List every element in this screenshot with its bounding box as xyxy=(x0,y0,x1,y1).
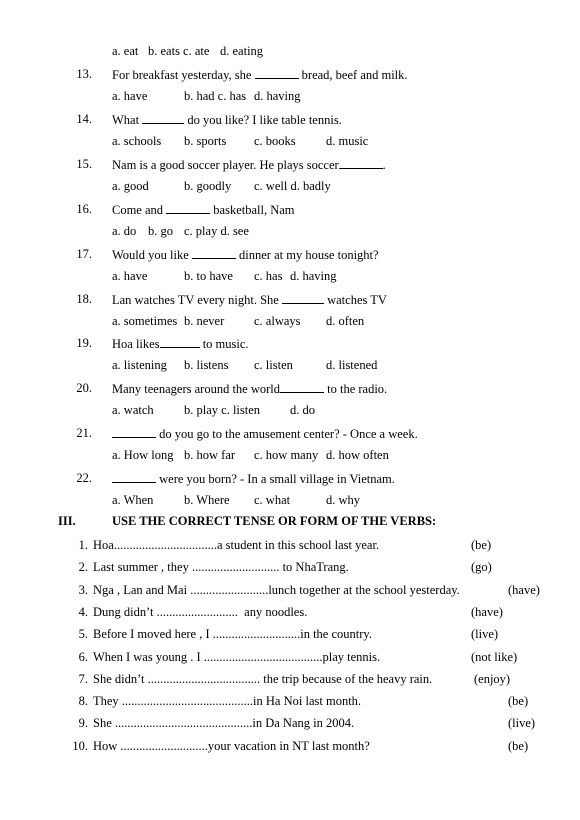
question-text xyxy=(112,202,295,218)
verb-item-sentence: She ............................................in Da Nang in 2004. xyxy=(93,716,355,730)
answer-option: c. listen xyxy=(254,358,293,372)
verb-hint: (be) xyxy=(471,538,492,552)
answer-option: b. sports xyxy=(184,134,227,148)
question-text-before-blank: Come and xyxy=(112,203,167,217)
question-text xyxy=(112,381,387,397)
question-number: 19. xyxy=(76,336,92,350)
answer-option: a. listening xyxy=(112,358,167,372)
answer-blank xyxy=(112,471,156,483)
verb-item-number: 4. xyxy=(78,605,88,619)
question-text-after-blank: do you go to the amusement center? - Once a week. xyxy=(156,427,418,441)
verb-item-number: 9. xyxy=(78,716,88,730)
verb-item-number: 5. xyxy=(78,627,88,641)
answer-option: a. sometimes xyxy=(112,314,178,328)
answer-option: d. how often xyxy=(326,448,389,462)
verb-item-sentence: Nga , Lan and Mai .........................lunch together at the school yesterday. xyxy=(93,583,460,597)
answer-option: d. often xyxy=(326,314,365,328)
question-text xyxy=(112,336,249,352)
question-text-before-blank: What xyxy=(112,113,143,127)
answer-option: d. listened xyxy=(326,358,378,372)
question-text-before-blank: For breakfast yesterday, she xyxy=(112,68,255,82)
question-number: 17. xyxy=(76,247,92,261)
answer-option: b. goodly xyxy=(184,179,232,193)
answer-blank xyxy=(339,157,383,169)
question-text xyxy=(112,157,386,173)
answer-blank xyxy=(255,67,299,79)
question-text-before-blank: Lan watches TV every night. She xyxy=(112,293,282,307)
verb-item-number: 6. xyxy=(78,650,88,664)
verb-item-number: 2. xyxy=(78,560,88,574)
answer-option: a. do xyxy=(112,224,137,238)
question-text-after-blank: to the radio. xyxy=(324,382,388,396)
verb-item-sentence: When I was young . I ......................................play tennis. xyxy=(93,650,381,664)
verb-item-sentence: They ..........................................in Ha Noi last month. xyxy=(93,694,362,708)
verb-item-sentence: Hoa.................................a student in this school last year. xyxy=(93,538,380,552)
answer-option: b. how far xyxy=(184,448,236,462)
verb-hint: (live) xyxy=(508,716,536,730)
verb-item-sentence: She didn’t .................................... the trip because of the heavy rain. xyxy=(93,672,433,686)
answer-option: d. having xyxy=(290,269,337,283)
section-number: III. xyxy=(58,514,76,528)
verb-hint: (be) xyxy=(508,739,529,753)
answer-option: b. had c. has xyxy=(184,89,247,103)
answer-option: d. do xyxy=(290,403,315,417)
answer-option: c. always xyxy=(254,314,301,328)
answer-blank xyxy=(166,202,210,214)
answer-option: b. listens xyxy=(184,358,229,372)
verb-item-number: 3. xyxy=(78,583,88,597)
answer-option: b. go xyxy=(148,224,173,238)
answer-option: c. books xyxy=(254,134,296,148)
verb-item-number: 7. xyxy=(78,672,88,686)
question-text-before-blank: Hoa likes xyxy=(112,337,160,351)
question-text xyxy=(112,471,395,487)
verb-hint: (enjoy) xyxy=(474,672,511,686)
question-text xyxy=(112,67,408,83)
verb-hint: (live) xyxy=(471,627,499,641)
answer-blank xyxy=(160,336,200,348)
question-text-after-blank: were you born? - In a small village in Vietnam. xyxy=(156,472,395,486)
answer-option: a. watch xyxy=(112,403,154,417)
answer-option: b. to have xyxy=(184,269,233,283)
answer-option: c. has xyxy=(254,269,283,283)
question-text-after-blank: do you like? I like table tennis. xyxy=(184,113,342,127)
question-number: 14. xyxy=(76,112,92,126)
answer-blank xyxy=(112,426,156,438)
answer-option: a. have xyxy=(112,269,148,283)
verb-item-number: 8. xyxy=(78,694,88,708)
question-number: 21. xyxy=(76,426,92,440)
question-text-before-blank: Would you like xyxy=(112,248,192,262)
answer-option: a. good xyxy=(112,179,149,193)
verb-hint: (be) xyxy=(508,694,529,708)
answer-blank xyxy=(142,112,184,124)
question-text-after-blank: basketball, Nam xyxy=(210,203,295,217)
answer-option: c. what xyxy=(254,493,291,507)
verb-item-sentence: Dung didn’t .......................... any noodles. xyxy=(93,605,308,619)
question-number: 22. xyxy=(76,471,92,485)
verb-hint: (not like) xyxy=(471,650,518,664)
question-number: 15. xyxy=(76,157,92,171)
section-title: USE THE CORRECT TENSE OR FORM OF THE VERBS: xyxy=(112,514,437,528)
answer-option: a. How long xyxy=(112,448,174,462)
question-text-after-blank: bread, beef and milk. xyxy=(298,68,408,82)
question-text-after-blank: watches TV xyxy=(323,293,387,307)
question-number: 20. xyxy=(76,381,92,395)
answer-option: b. never xyxy=(184,314,225,328)
answer-option: b. play c. listen xyxy=(184,403,261,417)
answer-option: a. When xyxy=(112,493,154,507)
question-text-after-blank: to music. xyxy=(199,337,249,351)
answer-option: d. having xyxy=(254,89,301,103)
answer-blank xyxy=(282,292,324,304)
verb-hint: (have) xyxy=(508,583,540,597)
verb-item-number: 1. xyxy=(78,538,88,552)
answer-option: c. well d. badly xyxy=(254,179,331,193)
verb-hint: (go) xyxy=(471,560,492,574)
answer-option: a. have xyxy=(112,89,148,103)
verb-item-sentence: Last summer , they ............................ to NhaTrang. xyxy=(93,560,349,574)
verb-item-sentence: How ............................your vacation in NT last month? xyxy=(93,739,370,753)
question-text-before-blank: Nam is a good soccer player. He plays soccer xyxy=(112,158,339,172)
question-text xyxy=(112,292,387,308)
answer-option: b. Where xyxy=(184,493,230,507)
answer-option: a. schools xyxy=(112,134,162,148)
option-d: d. eating xyxy=(220,44,264,58)
question-text-after-blank: dinner at my house tonight? xyxy=(235,248,379,262)
question-number: 18. xyxy=(76,292,92,306)
question-text xyxy=(112,112,342,128)
answer-option: d. music xyxy=(326,134,369,148)
question-text-before-blank: Many teenagers around the world xyxy=(112,382,280,396)
verb-item-sentence: Before I moved here , I ............................in the country. xyxy=(93,627,372,641)
verb-hint: (have) xyxy=(471,605,503,619)
question-number: 13. xyxy=(76,67,92,81)
question-number: 16. xyxy=(76,202,92,216)
answer-option: d. why xyxy=(326,493,361,507)
answer-blank xyxy=(280,381,324,393)
question-text-after-blank: . xyxy=(382,158,386,172)
answer-option: c. play d. see xyxy=(184,224,249,238)
answer-blank xyxy=(192,247,236,259)
option-b: b. eats c. ate xyxy=(148,44,210,58)
answer-option: c. how many xyxy=(254,448,319,462)
verb-item-number: 10. xyxy=(72,739,88,753)
option-a: a. eat xyxy=(112,44,139,58)
question-text xyxy=(112,247,379,263)
question-text xyxy=(112,426,418,442)
